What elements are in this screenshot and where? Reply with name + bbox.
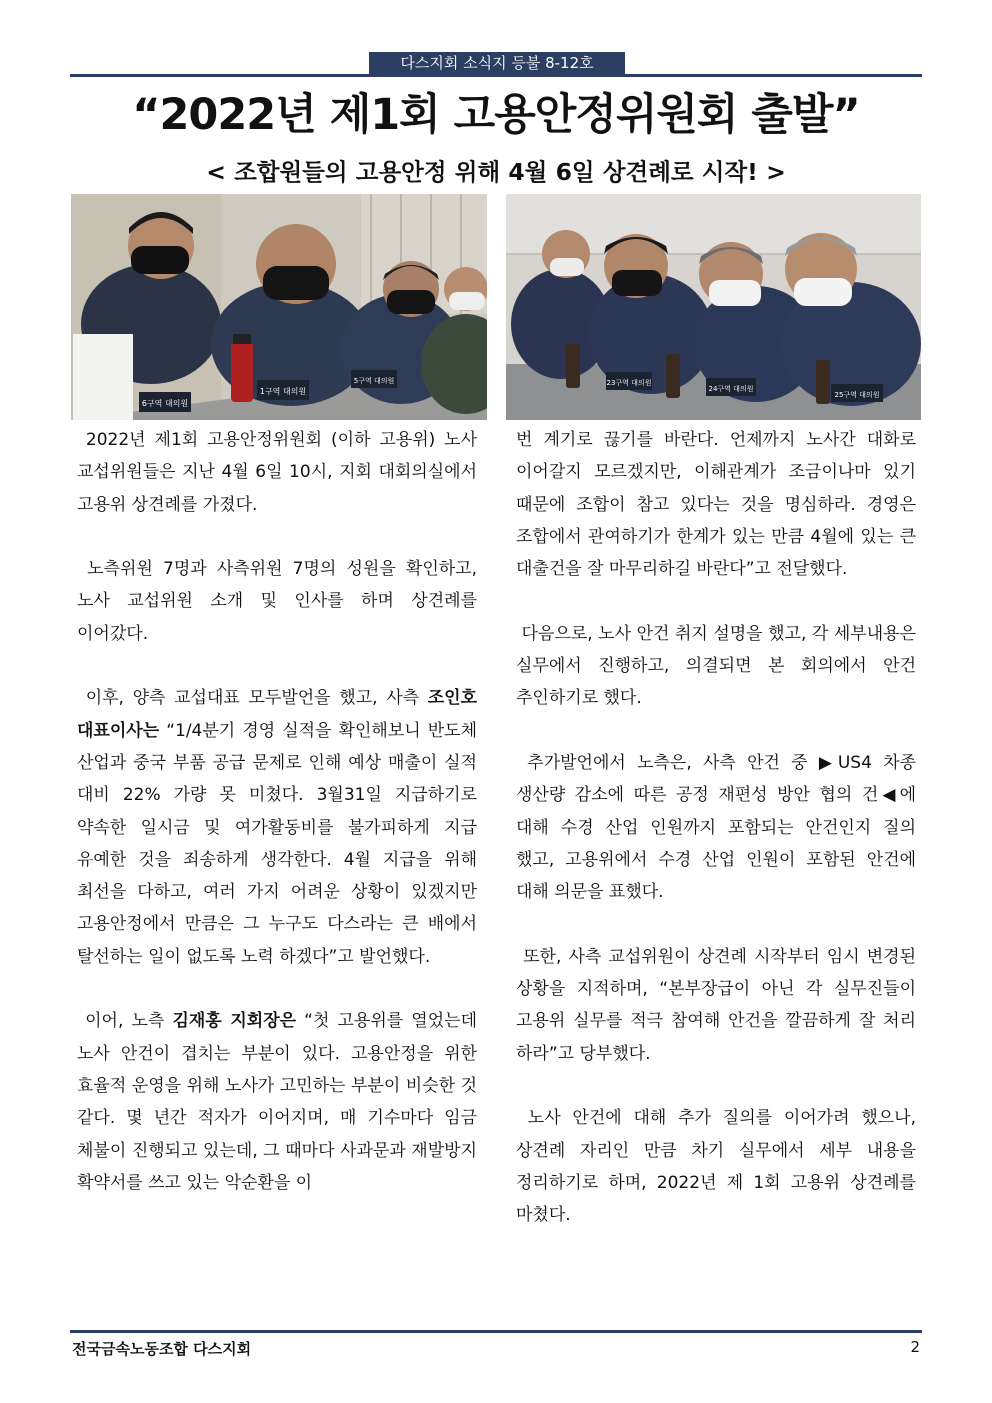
paragraph: 이어, 노측 김재홍 지회장은 “첫 고용위를 열었는데 노사 안건이 겹치는 부분이 있다. 고용안정을 위한 효율적 운영을 위해 노사가 고민하는 부분이 비슷한 것 같다. 몇 년간 적자가 이어지며, 매 기수마다 임금 체불이 진행되고 있는데, 그 때마다 사과문과 재발방지 확약서를 쓰고 있는 악순환을 이 xyxy=(77,1011,477,1193)
speaker-name: 김재홍 지회장은 xyxy=(172,1011,297,1032)
paragraph: 다음으로, 노사 안건 취지 설명을 했고, 각 세부내용은 실무에서 진행하고, 의결되면 본 회의에서 안건 추인하기로 했다. xyxy=(516,623,916,709)
name-sign-text: 5구역 대의원 xyxy=(353,377,395,385)
name-sign-text: 23구역 대의원 xyxy=(606,379,652,387)
article-column-left xyxy=(77,424,477,1199)
header-rule xyxy=(70,74,922,77)
paragraph: 노사 안건에 대해 추가 질의를 이어가려 했으나, 상견례 자리인 만큼 차기 실무에서 세부 내용을 정리하기로 하며, 2022년 제 1회 고용위 상견례를 마쳤다. xyxy=(516,1108,916,1226)
photo-union-delegates xyxy=(71,194,487,420)
speaker-name: 조인호 대표이사는 xyxy=(77,688,478,741)
photo-management-members xyxy=(506,194,921,420)
footer-rule xyxy=(70,1330,922,1333)
paragraph: 노측위원 7명과 사측위원 7명의 성원을 확인하고, 노사 교섭위원 소개 및 인사를 하며 상견례를 이어갔다. xyxy=(77,559,478,644)
paragraph: 이후, 양측 교섭대표 모두발언을 했고, 사측 조인호 대표이사는 “1/4분기 경영 실적을 확인해보니 반도체 산업과 중국 부품 공급 문제로 인해 예상 매출이 실적 대비 22% 가량 못 미쳤다. 3월31일 지급하기로 약속한 일시금 및 여가활동비를 불가피하게 지급 유예한 것을 죄송하게 생각한다. 4월 지급을 위해 최선을 다하고, 여러 가지 어려운 상황이 있겠지만 고용안정에서 만큼은 그 누구도 다스라는 큰 배에서 탈선하는 일이 없도록 노력 하겠다”고 발언했다. xyxy=(77,688,478,967)
headline: “2022년 제1회 고용안정위원회 출발” xyxy=(132,90,860,140)
paragraph: 추가발언에서 노측은, 사측 안건 중 ▶US4 차종 생산량 감소에 따른 공정 재편성 방안 협의 건◀에 대해 수경 산업 인원까지 포함되는 안건인지 질의 했고, 고용위에서 수경 산업 인원이 포함된 안건에 대해 의문을 표했다. xyxy=(516,752,916,903)
name-sign-text: 24구역 대의원 xyxy=(708,385,754,393)
paragraph: 번 계기로 끊기를 바란다. 언제까지 노사간 대화로 이어갈지 모르겠지만, 이해관계가 조금이나마 있기 때문에 조합이 참고 있다는 것을 명심하라. 경영은 조합에서 관여하기가 한계가 있는 만큼 4월에 있는 큰 대출건을 잘 마무리하길 바란다”고 전달했다. xyxy=(516,430,916,580)
paragraph: 또한, 사측 교섭위원이 상견례 시작부터 임시 변경된 상황을 지적하며, “본부장급이 아닌 각 실무진들이 고용위 실무를 적극 참여해 안건을 깔끔하게 잘 처리 하라”고 당부했다. xyxy=(516,946,916,1064)
name-sign-text: 25구역 대의원 xyxy=(834,391,880,399)
page-number: 2 xyxy=(910,1338,920,1356)
paragraph: 2022년 제1회 고용안정위원회 (이하 고용위) 노사 교섭위원들은 지난 4월 6일 10시, 지회 대회의실에서 고용위 상견례를 가졌다. xyxy=(77,430,477,515)
newsletter-issue-label: 다스지회 소식지 등불 8-12호 xyxy=(369,52,625,74)
name-sign-text: 1구역 대의원 xyxy=(259,387,307,396)
subtitle: < 조합원들의 고용안정 위해 4월 6일 상견례로 시작! > xyxy=(206,158,786,186)
footer-organization: 전국금속노동조합 다스지회 xyxy=(72,1340,252,1358)
name-sign-text: 6구역 대의원 xyxy=(141,399,189,408)
article-column-right xyxy=(516,424,916,1231)
